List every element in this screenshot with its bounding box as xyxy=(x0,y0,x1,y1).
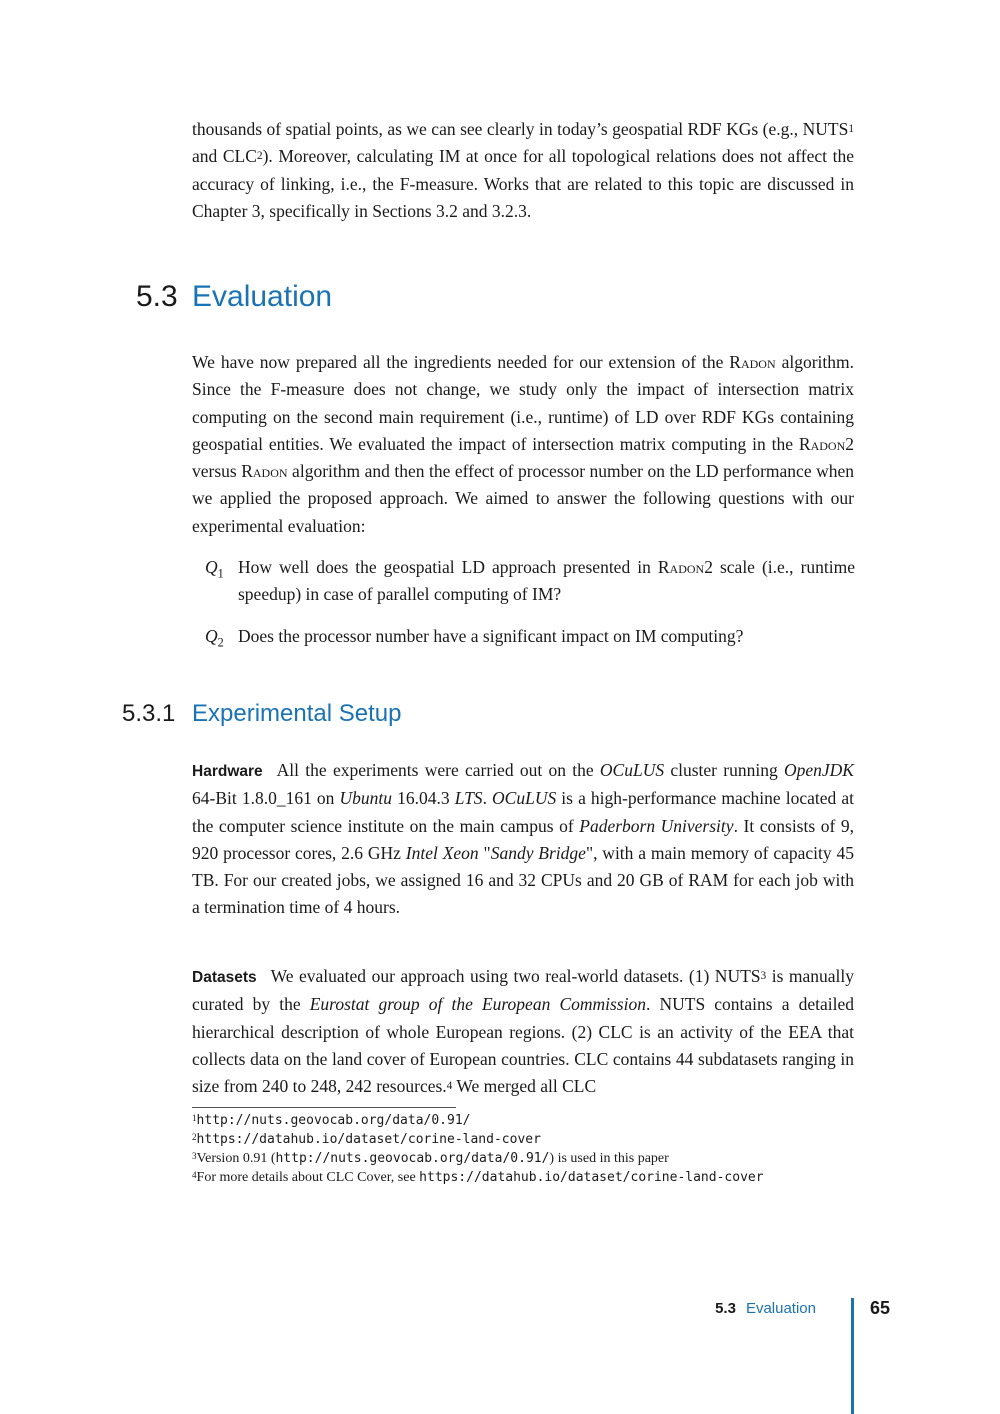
footnote: $^3$Version 0.91 (http://nuts.geovocab.org/data/0.91/) is used in this paper xyxy=(192,1151,669,1166)
section-heading xyxy=(136,280,332,314)
subsection-title: Experimental Setup xyxy=(192,700,402,727)
footer-section-title: Evaluation xyxy=(745,1300,816,1317)
page-number: 65 xyxy=(870,1298,891,1318)
footer-section-number: 5.3 xyxy=(715,1300,736,1317)
paragraph-heading: Datasets xyxy=(192,969,257,986)
footnote-ref[interactable]: 3 xyxy=(760,969,767,982)
question-text: Does the processor number have a significant impact on IM computing? xyxy=(238,625,744,646)
question-item xyxy=(205,623,855,657)
footnote: $^2$https://datahub.io/dataset/corine-land-cover xyxy=(192,1132,541,1147)
footnote-link[interactable]: https://datahub.io/dataset/corine-land-cover xyxy=(196,1132,541,1147)
intro-paragraph: thousands of spatial points, as we can see clearly in today’s geospatial RDF KGs (e.g., NUTS$^1$ and CLC$^2$). Moreover, calculating IM at once for all topological relations does not affect the accuracy of linking, i.e., the F-measure. Works that are related to this topic are discussed in Chapter 3, specifically in Sections 3.2 and 3.2.3. xyxy=(192,119,854,221)
running-footer xyxy=(715,1300,816,1317)
evaluation-paragraph: We have now prepared all the ingredients needed for our extension of the Radon algorithm. Since the F-measure does not change, we study only the impact of intersection matrix computing on the second main requirement (i.e., runtime) of LD over RDF KGs containing geospatial entities. We evaluated the impact of intersection matrix computing in the Radon2 versus Radon algorithm and then the effect of processor number on the LD performance when we applied the proposed approach. We aimed to answer the following questions with our experimental evaluation: xyxy=(192,352,854,536)
question-item xyxy=(205,554,855,609)
hardware-paragraph: Hardware All the experiments were carried out on the OCuLUS cluster running OpenJDK 64-Bit 1.8.0_161 on Ubuntu 16.04.3 LTS. OCuLUS is a high-performance machine located at the computer science institute on the main campus of Paderborn University. It consists of 9, 920 processor cores, 2.6 GHz Intel Xeon "Sandy Bridge", with a main memory of capacity 45 TB. For our created jobs, we assigned 16 and 32 CPUs and 20 GB of RAM for each job with a termination time of 4 hours. xyxy=(192,760,854,918)
footnotes xyxy=(192,1111,892,1187)
paragraph-heading: Hardware xyxy=(192,763,263,780)
section-title: Evaluation xyxy=(192,280,333,313)
question-label: $Q_1$ xyxy=(205,557,224,581)
subsection-number: 5.3.1 xyxy=(122,700,176,727)
footnote: $^4$For more details about CLC Cover, see https://datahub.io/dataset/corine-land-cover xyxy=(192,1170,764,1185)
section-number: 5.3 xyxy=(136,280,178,313)
question-text: How well does the geospatial LD approach presented in Radon2 scale (i.e., runtime speedup) in case of parallel computing of IM? xyxy=(238,557,855,605)
footnote-ref[interactable]: 2 xyxy=(256,149,263,162)
research-questions xyxy=(205,554,855,670)
subsection-heading xyxy=(122,700,401,728)
footnote-link[interactable]: http://nuts.geovocab.org/data/0.91/ xyxy=(196,1113,471,1128)
footnote-link[interactable]: http://nuts.geovocab.org/data/0.91/ xyxy=(275,1151,550,1166)
footnote-divider xyxy=(192,1107,456,1108)
footer-divider xyxy=(851,1298,854,1414)
footnote-link[interactable]: https://datahub.io/dataset/corine-land-cover xyxy=(419,1170,764,1185)
footnote: $^1$http://nuts.geovocab.org/data/0.91/ xyxy=(192,1113,471,1128)
radon-name: Radon xyxy=(729,352,776,372)
datasets-paragraph: Datasets We evaluated our approach using two real-world datasets. (1) NUTS$^3$ is manually curated by the Eurostat group of the European Commission. NUTS contains a detailed hierarchical description of whole European regions. (2) CLC is an activity of the EEA that collects data on the land cover of European countries. CLC contains 44 subdatasets ranging in size from 240 to 248, 242 resources.$^4$ We merged all CLC xyxy=(192,966,855,1097)
question-label: $Q_2$ xyxy=(205,625,224,650)
footnote-ref[interactable]: 4 xyxy=(446,1079,453,1092)
footnote-ref[interactable]: 1 xyxy=(848,122,854,135)
